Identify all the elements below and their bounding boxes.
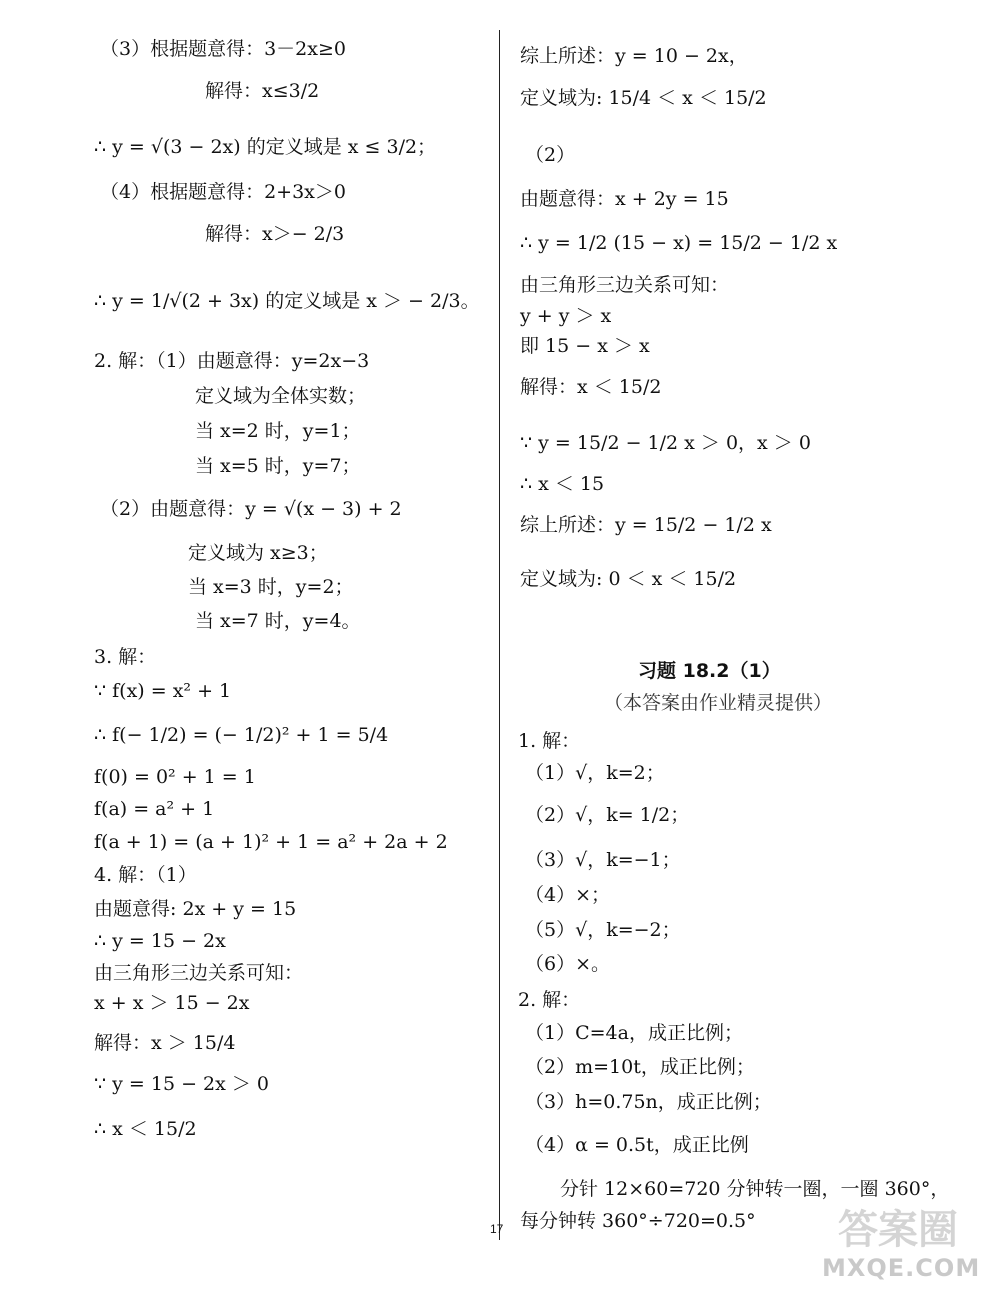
line: （1）√，k=2； (525, 762, 665, 784)
line: ∴ y = 15 − 2x (94, 930, 226, 952)
line: 当 x=7 时，y=4。 (195, 610, 361, 632)
line: x + x ＞ 15 − 2x (94, 992, 250, 1014)
line: 解得：x≤3/2 (205, 80, 320, 102)
line: （3）根据题意得：3－2x≥0 (100, 38, 346, 60)
line: （5）√，k=−2； (525, 919, 681, 941)
line: 1. 解： (518, 730, 581, 752)
line: ∴ x ＜ 15/2 (94, 1118, 197, 1140)
line: （2） (525, 144, 576, 166)
line: 定义域为 x≥3； (188, 542, 328, 564)
line: （2）由题意得：y = √(x − 3) + 2 (100, 498, 402, 520)
line: （2）√，k= 1/2； (525, 804, 690, 826)
line: （1）C=4a，成正比例； (525, 1022, 743, 1044)
line: ∵ y = 15/2 − 1/2 x ＞ 0，x ＞ 0 (520, 432, 811, 454)
line: （4）根据题意得：2+3x＞0 (100, 181, 346, 203)
line: 综上所述：y = 15/2 − 1/2 x (520, 514, 772, 536)
line: 2. 解：（1）由题意得：y=2x−3 (94, 350, 370, 372)
line: （6）×。 (525, 953, 611, 975)
line: （3）√，k=−1； (525, 849, 681, 871)
line: ∴ f(− 1/2) = (− 1/2)² + 1 = 5/4 (94, 724, 389, 746)
line: 定义域为: 0 ＜ x ＜ 15/2 (520, 568, 737, 590)
line: 解得：x ＞ 15/4 (94, 1032, 236, 1054)
line: ∵ f(x) = x² + 1 (94, 680, 232, 702)
section-title: 习题 18.2（1） (638, 660, 781, 682)
page-number: 17 (490, 1222, 504, 1236)
line: （3）h=0.75n，成正比例； (525, 1091, 772, 1113)
line: 4. 解：（1） (94, 864, 197, 886)
line: 由三角形三边关系可知： (94, 962, 304, 984)
line: 分针 12×60=720 分钟转一圈，一圈 360°， (560, 1178, 950, 1200)
line: 由三角形三边关系可知： (520, 274, 730, 296)
line: 由题意得：x + 2y = 15 (520, 188, 729, 210)
line: f(0) = 0² + 1 = 1 (94, 766, 256, 788)
line: 当 x=2 时，y=1； (195, 420, 361, 442)
line: （4）α = 0.5t，成正比例 (525, 1134, 749, 1156)
line: 每分钟转 360°÷720=0.5° (520, 1210, 756, 1232)
line: y + y ＞ x (520, 305, 612, 327)
line: ∴ y = √(3 − 2x) 的定义域是 x ≤ 3/2； (94, 136, 437, 158)
line: 3. 解： (94, 646, 157, 668)
line: 综上所述：y = 10 − 2x， (520, 45, 748, 67)
line: 当 x=3 时，y=2； (188, 576, 354, 598)
source-note: （本答案由作业精灵提供） (604, 692, 833, 714)
line: 定义域为全体实数； (195, 385, 367, 407)
line: （2）m=10t，成正比例； (525, 1056, 755, 1078)
line: 定义域为: 15/4 ＜ x ＜ 15/2 (520, 87, 767, 109)
line: 2. 解： (518, 989, 581, 1011)
watermark-logo: 答案圈 (838, 1207, 958, 1253)
line: ∴ y = 1/2 (15 − x) = 15/2 − 1/2 x (520, 232, 838, 254)
line: 当 x=5 时，y=7； (195, 455, 361, 477)
line: 解得：x＞− 2/3 (205, 223, 345, 245)
watermark-url: MXQE.COM (822, 1254, 981, 1282)
line: ∴ x ＜ 15 (520, 473, 605, 495)
line: 即 15 − x ＞ x (520, 335, 650, 357)
line: ∴ y = 1/√(2 + 3x) 的定义域是 x ＞ − 2/3。 (94, 290, 480, 312)
line: f(a) = a² + 1 (94, 798, 215, 820)
line: 解得：x ＜ 15/2 (520, 376, 662, 398)
column-divider (499, 30, 500, 1240)
line: ∵ y = 15 − 2x ＞ 0 (94, 1073, 270, 1095)
line: f(a + 1) = (a + 1)² + 1 = a² + 2a + 2 (94, 831, 448, 853)
line: 由题意得: 2x + y = 15 (94, 898, 297, 920)
line: （4）×； (525, 884, 611, 906)
